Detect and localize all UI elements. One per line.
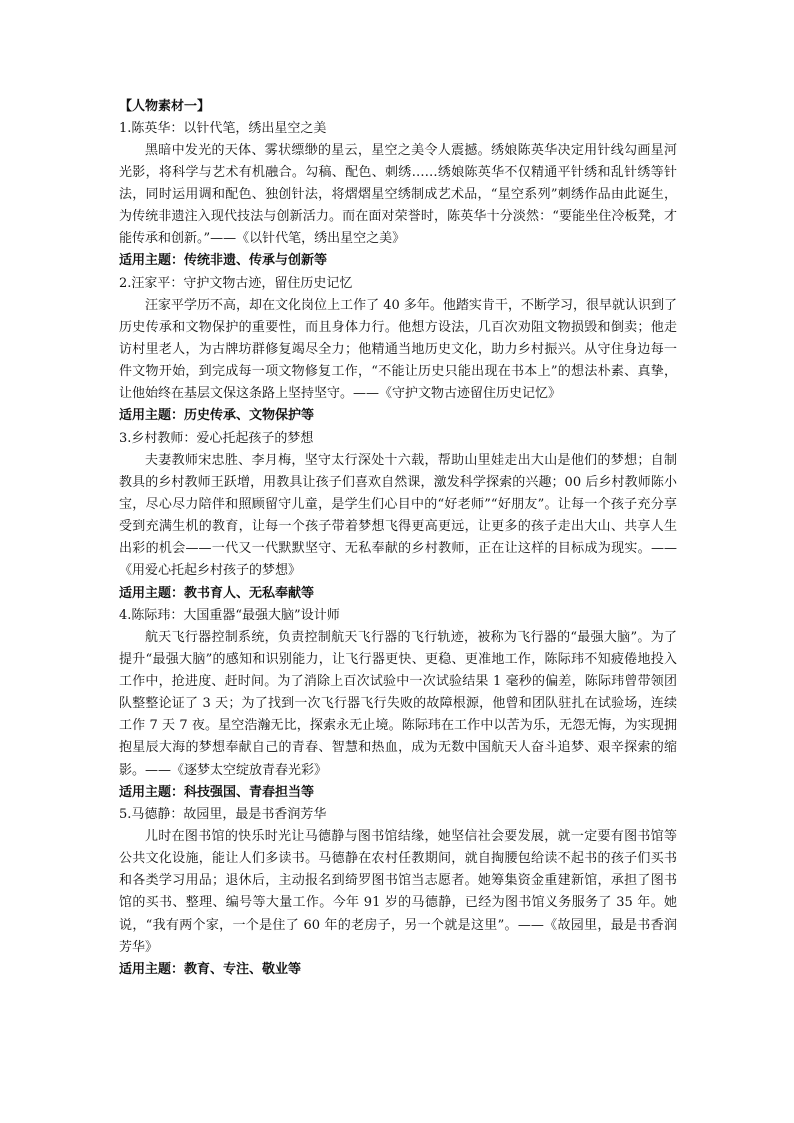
section-ma-dejing <box>119 804 677 981</box>
section-body: 夫妻教师宋忠胜、李月梅，坚守太行深处十六载，帮助山里娃走出大山是他们的梦想；自制教具的乡村教师王跃增，用教具让孩子们喜欢自然课，激发科学探索的兴趣；00 后乡村教师陈小宝，尽心尽力陪伴和照顾留守儿童，是学生们心目中的“好老师”“好朋友”。让每一个孩子充分享受到充满生机的教育，让每一个孩子带着梦想飞得更高更远，让更多的孩子走出大山、共享人生出彩的机会——一代又一代默默坚守、无私奉献的乡村教师，正在让这样的目标成为现实。——《用爱心托起乡村孩子的梦想》 <box>119 452 677 579</box>
section-body: 黑暗中发光的天体、雾状缥缈的星云，星空之美令人震撼。绣娘陈英华决定用针线勾画星河光影，将科学与艺术有机融合。勾稿、配色、刺绣……绣娘陈英华不仅精通平针绣和乱针绣等针法，同时运用调和配色、独创针法，将熠熠星空绣制成艺术品，“星空系列”刺绣作品由此诞生，为传统非遗注入现代技法与创新活力。而在面对荣誉时，陈英华十分淡然：“要能坐住冷板凳，才能传承和创新。”——《以针代笔，绣出星空之美》 <box>119 143 677 247</box>
section-theme: 适用主题：传统非遗、传承与创新等 <box>119 253 328 269</box>
section-body: 儿时在图书馆的快乐时光让马德静与图书馆结缘，她坚信社会要发展，就一定要有图书馆等公共文化设施，能让人们多读书。马德静在农村任教期间，就自掏腰包给读不起书的孩子们买书和各类学习用品；退休后，主动报名到绮罗图书馆当志愿者。她筹集资金重建新馆，承担了图书馆的买书、整理、编号等大量工作。今年 91 岁的马德静，已经为图书馆义务服务了 35 年。她说，“我有两个家，一个是住了 60 年的老房子，另一个就是这里”。——《故园里，最是书香润芳华》 <box>119 829 677 955</box>
section-body: 航天飞行器控制系统，负责控制航天飞行器的飞行轨迹，被称为飞行器的“最强大脑”。为了提升“最强大脑”的感知和识别能力，让飞行器更快、更稳、更准地工作，陈际玮不知疲倦地投入工作中，抢进度、赶时间。为了消除上百次试验中一次试验结果 1 毫秒的偏差，陈际玮曾带领团队整整论证了 3 天；为了找到一次飞行器飞行失败的故障根源，他曾和团队驻扎在试验场，连续工作 7 天 7 夜。星空浩瀚无比，探索永无止境。陈际玮在工作中以苦为乐，无怨无悔，为实现拥抱星辰大海的梦想奉献自己的青春、智慧和热血，成为无数中国航天人奋斗追梦、艰辛探索的缩影。——《逐梦太空绽放青春光彩》 <box>119 630 677 778</box>
section-chen-yinghua <box>119 118 677 273</box>
section-body: 汪家平学历不高，却在文化岗位上工作了 40 多年。他踏实肯干，不断学习，很早就认识到了历史传承和文物保护的重要性，而且身体力行。他想方设法，几百次劝阻文物损毁和倒卖；他走访村里老人，为古牌坊群修复竭尽全力；他精通当地历史文化，助力乡村振兴。从守住身边每一件文物开始，到完成每一项文物修复工作，“不能让历史只能出现在书本上”的想法朴素、真挚，让他始终在基层文保这条路上坚持坚守。——《守护文物古迹留住历史记忆》 <box>119 297 677 402</box>
section-title: 4.陈际玮：大国重器“最强大脑”设计师 <box>119 608 340 623</box>
section-title: 1.陈英华：以针代笔，绣出星空之美 <box>119 121 327 136</box>
section-title: 2.汪家平：守护文物古迹，留住历史记忆 <box>119 275 353 291</box>
section-wang-jiaping <box>119 273 677 428</box>
section-rural-teachers <box>119 428 677 605</box>
section-chen-jiwei <box>119 605 677 804</box>
section-title: 5.马德静：故园里，最是书香润芳华 <box>119 807 327 823</box>
document-page <box>119 96 677 981</box>
material-heading: 【人物素材一】 <box>119 99 211 114</box>
section-theme: 适用主题：教书育人、无私奉献等 <box>119 585 315 601</box>
section-title: 3.乡村教师：爱心托起孩子的梦想 <box>119 430 314 446</box>
section-theme: 适用主题：科技强国、青春担当等 <box>119 784 315 800</box>
section-theme: 适用主题：教育、专注、敬业等 <box>119 961 302 977</box>
section-theme: 适用主题：历史传承、文物保护等 <box>119 408 315 424</box>
